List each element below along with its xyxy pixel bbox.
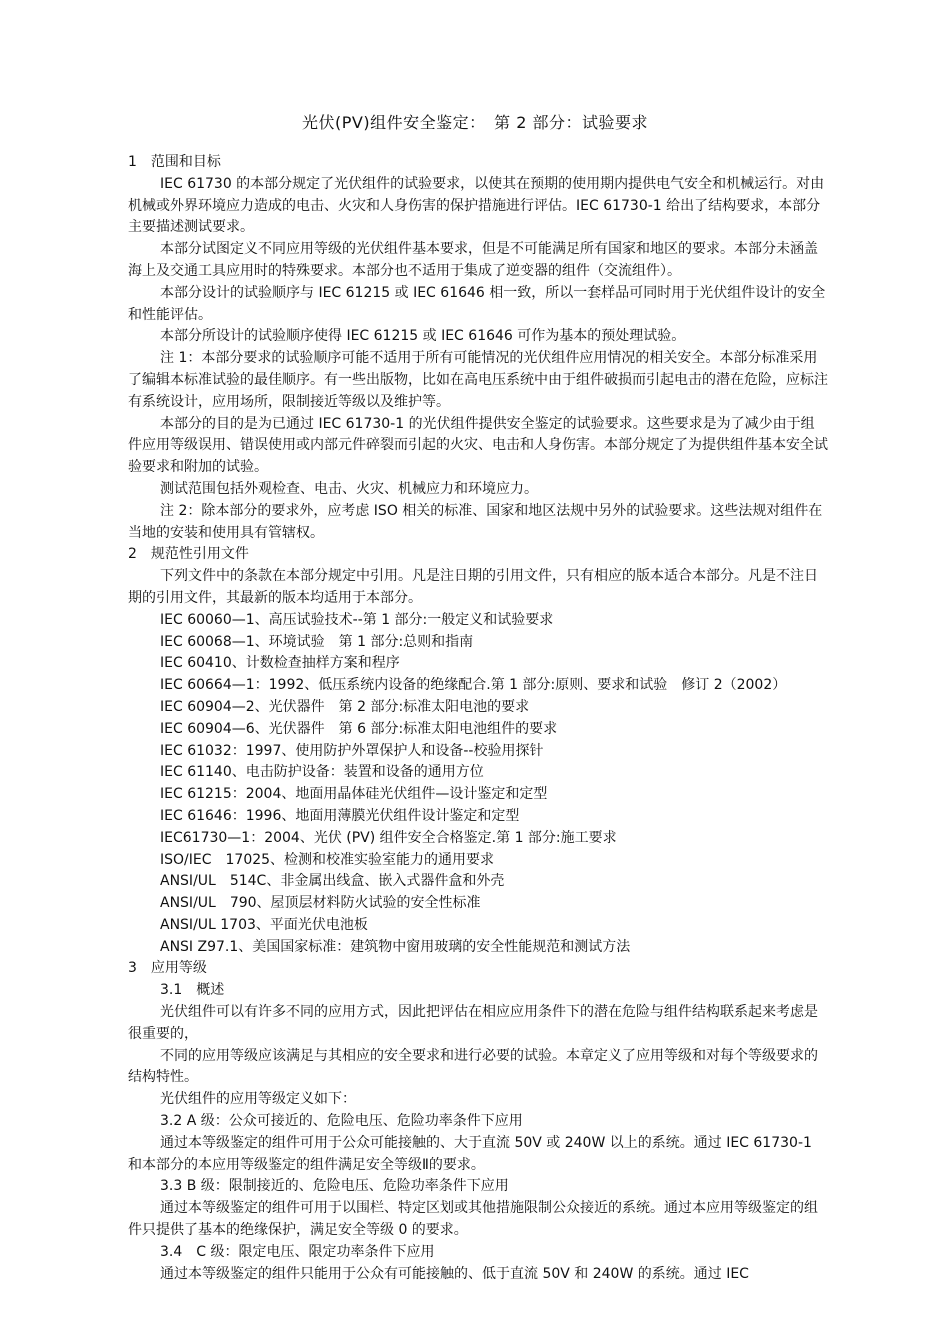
body-paragraph: IEC 61730 的本部分规定了光伏组件的试验要求，以使其在预期的使用期内提供电气安全和机械运行。对由机械或外界环境应力造成的电击、火灾和人身伤害的保护措施进行评估。IEC 61730-1 给出了结构要求，本部分主要描述测试要求。 <box>128 175 825 236</box>
reference-item: ISO/IEC 17025、检测和校准实验室能力的通用要求 <box>160 851 495 868</box>
body-paragraph: 通过本等级鉴定的组件只能用于公众有可能接触的、低于直流 50V 和 240W 的系统。通过 IEC <box>160 1265 749 1282</box>
body-paragraph: 通过本等级鉴定的组件可用于以围栏、特定区划或其他措施限制公众接近的系统。通过本应用等级鉴定的组件只提供了基本的绝缘保护，满足安全等级 0 的要求。 <box>128 1200 818 1239</box>
body-paragraph: 注 2：除本部分的要求外，应考虑 ISO 相关的标准、国家和地区法规中另外的试验要求。这些法规对组件在当地的安装和使用具有管辖权。 <box>128 502 823 541</box>
body-paragraph: 下列文件中的条款在本部分规定中引用。凡是注日期的引用文件，只有相应的版本适合本部分。凡是不注日期的引用文件，其最新的版本均适用于本部分。 <box>128 568 818 606</box>
body-paragraph: 本部分的目的是为已通过 IEC 61730-1 的光伏组件提供安全鉴定的试验要求。这些要求是为了减少由于组件应用等级误用、错误使用或内部元件碎裂而引起的火灾、电击和人身伤害。本部分规定了为提供组件基本安全试验要求和附加的试验。 <box>128 415 828 476</box>
reference-item: IEC 60060—1、高压试验技术--第 1 部分:一般定义和试验要求 <box>160 611 554 628</box>
body-paragraph: 本部分所设计的试验顺序使得 IEC 61215 或 IEC 61646 可作为基本的预处理试验。 <box>160 328 686 345</box>
reference-item: ANSI/UL 1703、平面光伏电池板 <box>160 916 368 933</box>
reference-item: IEC61730—1：2004、光伏 (PV) 组件安全合格鉴定.第 1 部分:施工要求 <box>160 829 617 846</box>
reference-item: IEC 61140、电击防护设备：装置和设备的通用方位 <box>160 764 484 781</box>
document-body <box>128 152 828 1285</box>
reference-item: ANSI/UL 514C、非金属出线盒、嵌入式器件盒和外壳 <box>160 873 505 890</box>
body-paragraph: 光伏组件可以有许多不同的应用方式，因此把评估在相应应用条件下的潜在危险与组件结构联系起来考虑是很重要的， <box>128 1004 818 1042</box>
body-paragraph: 本部分设计的试验顺序与 IEC 61215 或 IEC 61646 相一致，所以一套样品可同时用于光伏组件设计的安全和性能评估。 <box>128 284 826 323</box>
reference-item: IEC 61215：2004、地面用晶体硅光伏组件—设计鉴定和定型 <box>160 786 548 803</box>
body-paragraph: 本部分试图定义不同应用等级的光伏组件基本要求，但是不可能满足所有国家和地区的要求。本部分未涵盖海上及交通工具应用时的特殊要求。本部分也不适用于集成了逆变器的组件（交流组件）。 <box>128 241 818 279</box>
section-heading: 1 范围和目标 <box>128 154 221 170</box>
body-paragraph: 测试范围包括外观检查、电击、火灾、机械应力和环境应力。 <box>160 480 538 497</box>
section-heading: 3 应用等级 <box>128 960 207 977</box>
document-title: 光伏(PV)组件安全鉴定： 第 2 部分：试验要求 <box>302 113 648 132</box>
reference-item: IEC 60410、计数检查抽样方案和程序 <box>160 655 400 672</box>
reference-item: IEC 60904—2、光伏器件 第 2 部分:标准太阳电池的要求 <box>160 698 530 715</box>
reference-item: IEC 60904—6、光伏器件 第 6 部分:标准太阳电池组件的要求 <box>160 720 558 737</box>
subsection-heading: 3.1 概述 <box>160 982 225 999</box>
section-heading: 2 规范性引用文件 <box>128 546 249 563</box>
reference-item: IEC 61646：1996、地面用薄膜光伏组件设计鉴定和定型 <box>160 807 520 824</box>
reference-item: IEC 60664—1：1992、低压系统内设备的绝缘配合.第 1 部分:原则、要求和试验 修订 2（2002） <box>160 677 787 694</box>
reference-item: IEC 60068—1、环境试验 第 1 部分:总则和指南 <box>160 633 474 650</box>
subsection-heading: 3.4 C 级：限定电压、限定功率条件下应用 <box>160 1243 435 1260</box>
subsection-heading: 3.3 B 级：限制接近的、危险电压、危险功率条件下应用 <box>160 1178 509 1195</box>
subsection-heading: 3.2 A 级：公众可接近的、危险电压、危险功率条件下应用 <box>160 1113 523 1130</box>
body-paragraph: 光伏组件的应用等级定义如下： <box>160 1091 356 1108</box>
reference-item: IEC 61032：1997、使用防护外罩保护人和设备--校验用探针 <box>160 742 544 759</box>
body-paragraph: 不同的应用等级应该满足与其相应的安全要求和进行必要的试验。本章定义了应用等级和对每个等级要求的结构特性。 <box>128 1047 818 1086</box>
reference-item: ANSI/UL 790、屋顶层材料防火试验的安全性标准 <box>160 895 481 912</box>
body-paragraph: 注 1：本部分要求的试验顺序可能不适用于所有可能情况的光伏组件应用情况的相关安全。本部分标准采用了编辑本标准试验的最佳顺序。有一些出版物，比如在高电压系统中由于组件破损而引起电击的潜在危险，应标注有系统设计，应用场所，限制接近等级以及维护等。 <box>128 350 828 410</box>
reference-item: ANSI Z97.1、美国国家标准：建筑物中窗用玻璃的安全性能规范和测试方法 <box>160 938 631 955</box>
body-paragraph: 通过本等级鉴定的组件可用于公众可能接触的、大于直流 50V 或 240W 以上的系统。通过 IEC 61730-1 和本部分的本应用等级鉴定的组件满足安全等级Ⅱ的要求。 <box>128 1134 812 1173</box>
